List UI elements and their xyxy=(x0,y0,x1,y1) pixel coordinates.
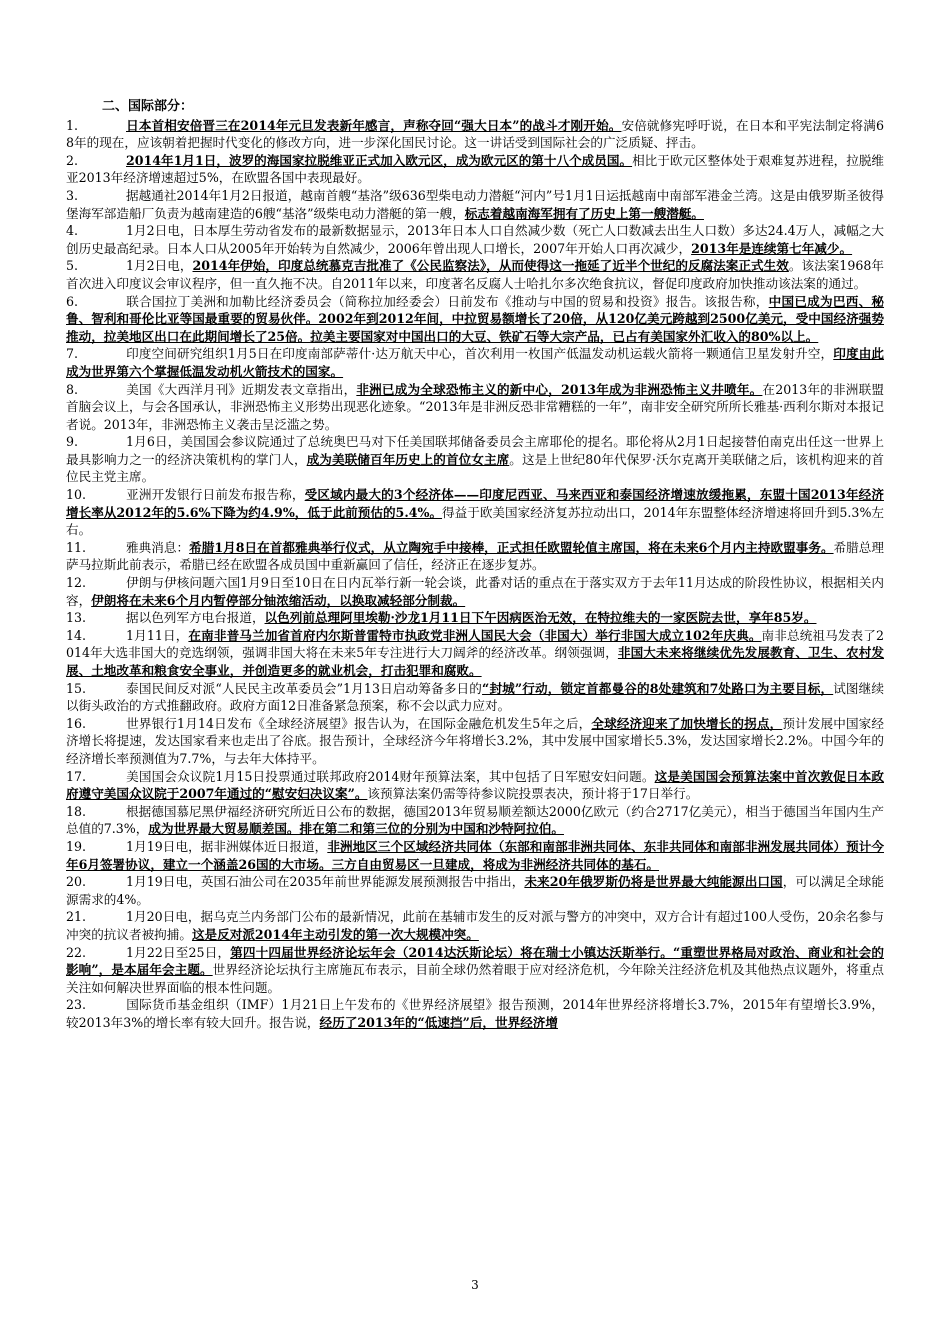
item-text: 美国国会众议院1月15日投票通过联邦政府2014财年预算法案，其中包括了日军慰安妇问题。 xyxy=(126,768,655,784)
list-item xyxy=(66,627,884,680)
item-number: 8. xyxy=(66,381,79,397)
list-item xyxy=(66,539,884,574)
highlighted-text: 在南非普马兰加省首府内尔斯普雷特市执政党非洲人国民大会（非国大）举行非国大成立102年庆典。 xyxy=(188,627,762,643)
highlighted-text: 标志着越南海军拥有了历史上第一艘潜艇。 xyxy=(464,205,704,221)
highlighted-text: 成为世界最大贸易顺差国。排在第二和第三位的分别为中国和沙特阿拉伯。 xyxy=(148,821,564,837)
item-text: ，可以满足全球能源需求的4%。 xyxy=(66,874,884,907)
list-item xyxy=(66,381,884,434)
list-item xyxy=(66,768,884,803)
list-item xyxy=(66,715,884,768)
list-item xyxy=(66,574,884,609)
item-text: 该预算法案仍需等待参议院投票表决，预计将于17日举行。 xyxy=(367,786,699,802)
item-text: 据越通社2014年1月2日报道，越南首艘“基洛”级636型柴电动力潜艇“河内”号1月1日运抵越南中南部军港金兰湾。这是由俄罗斯圣彼得堡海军部造船厂负责为越南建造的6艘“基洛”级柴电动力潜艇的第一艘， xyxy=(66,187,884,221)
highlighted-text: 非国大未来将继续优先发展教育、卫生、农村发展、土地改革和粮食安全事业，并创造更多的就业机会，打击犯罪和腐败。 xyxy=(66,645,885,678)
highlighted-text: 2014年1月1日，波罗的海国家拉脱维亚正式加入欧元区，成为欧元区的第十八个成员国。 xyxy=(126,152,633,168)
list-item xyxy=(66,433,884,486)
item-number: 22. xyxy=(66,944,87,960)
item-text: 安倍就修宪呼吁说，在日本和平宪法制定将满68年的现在，应该朝着把握时代变化的修改方向，进一步深化国民讨论。这一讲话受到国际社会的广泛质疑、抨击。 xyxy=(66,117,884,151)
section-title: 二、国际部分： xyxy=(102,99,194,114)
highlighted-text: 全球经济迎来了加快增长的拐点， xyxy=(591,715,783,731)
item-text: 相比于欧元区整体处于艰难复苏进程，拉脱维亚2013年经济增速超过5%，在欧盟各国中表现最好。 xyxy=(66,152,885,186)
list-item xyxy=(66,838,884,873)
list-item xyxy=(66,486,884,539)
list-item xyxy=(66,609,884,627)
list-item xyxy=(66,152,884,187)
highlighted-text: 日本首相安倍晋三在2014年元旦发表新年感言，声称夺回“强大日本”的战斗才刚开始。 xyxy=(126,117,622,133)
list-item xyxy=(66,996,884,1031)
item-number: 4. xyxy=(66,223,79,239)
item-text: 世界经济论坛执行主席施瓦布表示，目前全球仍然着眼于应对经济危机，今年除关注经济危机及其他热点议题外，将重点关注如何解决世界面临的根本性问题。 xyxy=(66,962,884,995)
item-number: 17. xyxy=(66,768,87,784)
item-number: 23. xyxy=(66,997,87,1013)
highlighted-text: 印度由此成为世界第六个掌握低温发动机火箭技术的国家。 xyxy=(66,346,885,379)
highlighted-text: 经历了2013年的“低速挡”后，世界经济增 xyxy=(319,1014,558,1030)
item-number: 15. xyxy=(66,680,87,696)
highlighted-text: 受区域内最大的3个经济体——印度尼西亚、马来西亚和泰国经济增速放缓拖累，东盟十国2013年经济增长率从2012年的5.6%下降为约4.9%，低于此前预估的5.4%。 xyxy=(66,487,884,520)
highlighted-text: 以色列前总理阿里埃勒·沙龙1月11日下午因病医治无效，在特拉维夫的一家医院去世，享年85岁。 xyxy=(264,610,817,626)
item-text: 1月11日， xyxy=(126,627,189,643)
item-text: 1月6日，美国国会参议院通过了总统奥巴马对下任美国联邦储备委员会主席耶伦的提名。耶伦将从2月1日起接替伯南克出任这一世界上最具影响力之一的经济决策机构的掌门人， xyxy=(66,434,884,467)
item-number: 20. xyxy=(66,874,87,890)
item-text: 试图继续以街头政治的方式推翻政府。政府方面12日准备紧急预案，称不会以武力应对。 xyxy=(66,680,885,714)
item-text: 世界银行1月14日发布《全球经济展望》报告认为，在国际金融危机发生5年之后， xyxy=(126,715,592,731)
item-text: 1月19日电，据非洲媒体近日报道， xyxy=(126,838,328,854)
item-number: 10. xyxy=(66,487,87,503)
item-text: 雅典消息： xyxy=(126,539,190,555)
news-list xyxy=(66,117,884,1032)
list-item xyxy=(66,293,884,346)
list-item xyxy=(66,187,884,222)
item-text: 1月22日至25日， xyxy=(126,944,231,960)
item-text: 预计发展中国家经济增长将提速，发达国家看来也走出了谷底。报告预计，全球经济今年将增长3.2%，其中发展中国家增长5.3%，发达国家增长2.2%。中国今年的经济增长率预测值为7.7%，与去年大体持平。 xyxy=(66,715,885,766)
highlighted-text: “封城”行动，锁定首都曼谷的8处建筑和7处路口为主要目标， xyxy=(482,680,834,696)
list-item xyxy=(66,680,884,715)
highlighted-text: 这是美国国会预算法案中首次敦促日本政府遵守美国众议院于2007年通过的“慰安妇决议案”。 xyxy=(66,768,885,802)
list-item xyxy=(66,222,884,257)
item-text: 在2013年的非洲联盟首脑会议上，与会各国承认，非洲恐怖主义形势出现恶化迹象。“2013年是非洲反恐非常糟糕的一年”，南非安全研究所所长雅基·西利尔斯对本报记者说。2013年，非洲恐怖主义袭击呈泛滥之势。 xyxy=(66,381,884,432)
item-number: 14. xyxy=(66,627,87,643)
item-text: 根据德国慕尼黑伊福经济研究所近日公布的数据，德国2013年贸易顺差额达2000亿欧元（约合2717亿美元），相当于德国当年国内生产总值的7.3%， xyxy=(66,803,884,837)
item-number: 18. xyxy=(66,803,87,819)
list-item xyxy=(66,257,884,292)
item-number: 21. xyxy=(66,909,87,925)
item-text: 1月20日电，据乌克兰内务部门公布的最新情况，此前在基辅市发生的反对派与警方的冲突中，双方合计有超过100人受伤，20余名参与冲突的抗议者被拘捕。 xyxy=(66,909,884,942)
item-text: 希腊总理萨马拉斯此前表示，希腊已经在欧盟各成员国中重新赢回了信任，经济正在逐步复苏。 xyxy=(66,539,885,573)
list-item xyxy=(66,345,884,380)
item-text: 伊朗与伊核问题六国1月9日至10日在日内瓦举行新一轮会谈，此番对话的重点在于落实双方于去年11月达成的阶段性协议，根据相关内容， xyxy=(66,575,884,608)
highlighted-text: 这是反对派2014年主动引发的第一次大规模冲突。 xyxy=(191,926,479,942)
item-text: 联合国拉丁美洲和加勒比经济委员会（简称拉加经委会）日前发布《推动与中国的贸易和投资》报告。该报告称， xyxy=(126,293,769,309)
item-text: 南非总统祖马发表了2014年大选非国大的竞选纲领，强调非国大将在未来5年专注进行大刀阔斧的经济改革。纲领强调， xyxy=(66,627,884,661)
highlighted-text: 2014年伊始，印度总统慕克吉批准了《公民监察法》，从而使得这一拖延了近半个世纪的反腐法案正式生效 xyxy=(192,258,789,274)
item-number: 1. xyxy=(66,117,79,133)
item-number: 5. xyxy=(66,258,79,274)
list-item xyxy=(66,803,884,838)
page-number: 3 xyxy=(471,1278,479,1292)
highlighted-text: 第四十四届世界经济论坛年会（2014达沃斯论坛）将在瑞士小镇达沃斯举行。“重塑世界格局对政治、商业和社会的影响”，是本届年会主题。 xyxy=(66,944,884,978)
item-number: 19. xyxy=(66,838,87,854)
highlighted-text: 非洲已成为全球恐怖主义的新中心，2013年成为非洲恐怖主义井喷年。 xyxy=(356,381,763,397)
list-item xyxy=(66,944,884,997)
item-number: 2. xyxy=(66,152,79,168)
item-text: 1月19日电，英国石油公司在2035年前世界能源发展预测报告中指出， xyxy=(126,874,525,890)
item-number: 7. xyxy=(66,346,79,362)
list-item xyxy=(66,117,884,152)
document-body xyxy=(66,98,884,1031)
item-number: 3. xyxy=(66,187,79,203)
highlighted-text: 非洲地区三个区域经济共同体（东部和南部非洲共同体、东非共同体和南部非洲发展共同体）预计今年6月签署协议，建立一个涵盖26国的大市场。三方自由贸易区一旦建成，将成为非洲经济共同体的基石。 xyxy=(66,838,884,872)
item-text: 泰国民间反对派“人民民主改革委员会”1月13日启动筹备多日的 xyxy=(126,680,483,696)
item-text: 印度空间研究组织1月5日在印度南部萨蒂什·达万航天中心，首次利用一枚国产低温发动机运载火箭将一颗通信卫星发射升空， xyxy=(126,346,834,362)
item-text: 美国《大西洋月刊》近期发表文章指出， xyxy=(126,381,357,397)
highlighted-text: 2013年是连续第七年减少。 xyxy=(691,240,853,256)
item-text: 得益于欧美国家经济复苏拉动出口，2014年东盟整体经济增速将回升到5.3%左右。 xyxy=(66,504,885,538)
item-number: 9. xyxy=(66,434,79,450)
item-text: 。该法案1968年首次进入印度议会审议程序，但一直久拖不决。自2011年以来，印度著名反腐人士哈扎尔多次绝食抗议，督促印度政府加快推动该法案的通过。 xyxy=(66,258,884,291)
item-number: 6. xyxy=(66,293,79,309)
highlighted-text: 希腊1月8日在首都雅典举行仪式，从立陶宛手中接棒，正式担任欧盟轮值主席国，将在未来6个月内主持欧盟事务。 xyxy=(189,539,834,555)
list-item xyxy=(66,873,884,908)
item-text: 据以色列军方电台报道， xyxy=(126,610,265,626)
item-number: 16. xyxy=(66,715,87,731)
highlighted-text: 未来20年俄罗斯仍将是世界最大纯能源出口国 xyxy=(524,874,783,890)
item-number: 13. xyxy=(66,610,87,626)
item-text: 国际货币基金组织（IMF）1月21日上午发布的《世界经济展望》报告预测，2014年世界经济将增长3.7%，2015年有望增长3.9%，较2013年3%的增长率有较大回升。报告说， xyxy=(66,997,884,1030)
item-text: 亚洲开发银行日前发布报告称， xyxy=(126,487,305,503)
highlighted-text: 伊朗将在未来6个月内暂停部分铀浓缩活动，以换取减轻部分制裁。 xyxy=(91,592,466,608)
highlighted-text: 中国已成为巴西、秘鲁、智利和哥伦比亚等国最重要的贸易伙伴。2002年到2012年间，中拉贸易额增长了20倍，从120亿美元跨越到2500亿美元，受中国经济强势推动，拉美地区出口在此期间增长了25倍。拉美主要国家对中国出口的大豆、铁矿石等大宗产品，已占有美国家外汇收入的80%以上。 xyxy=(66,293,885,344)
item-text: 1月2日电， xyxy=(126,258,193,274)
list-item xyxy=(66,908,884,943)
item-text: 。这是上世纪80年代保罗·沃尔克离开美联储之后，该机构迎来的首位民主党主席。 xyxy=(66,451,885,485)
highlighted-text: 成为美联储百年历史上的首位女主席 xyxy=(306,451,510,467)
item-number: 11. xyxy=(66,539,87,555)
item-number: 12. xyxy=(66,575,87,591)
item-text: 1月2日电，日本厚生劳动省发布的最新数据显示，2013年日本人口自然减少数（死亡人口数减去出生人口数）多达24.4万人，减幅之大创历史最高纪录。日本人口从2005年开始转为自然减少，2006年曾出现人口增长，2007年开始人口再次减少， xyxy=(66,223,884,256)
